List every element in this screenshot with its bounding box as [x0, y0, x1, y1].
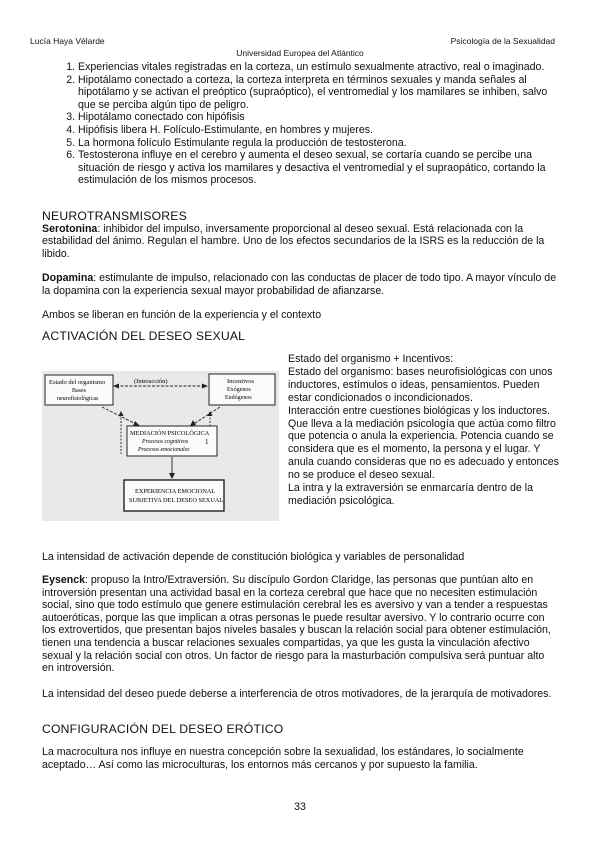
- term-eysenck: Eysenck: [42, 574, 85, 586]
- list-item: 6. Testosterona influye en el cerebro y aumenta el deseo sexual, se cortaría cuando se percibe una situación de riesgo y activa los mamilares y desactiva el ventromedial y el supraopático, cortando la estimulación de los mismos procesos.: [78, 149, 558, 187]
- steps-list: [42, 61, 558, 187]
- list-item: 3. Hipotálamo conectado con hipófisis: [78, 111, 558, 124]
- configuracion-section: [42, 723, 558, 736]
- explanation-line: Que lleva a la mediación psicología que actúa como filtro que potencia o anula la experiencia. Potencia cuando se considera que es el momento, la persona y el lugar. Y anula cuando consideras que no es adecuado y entonces no se produce el deseo sexual.: [288, 417, 559, 482]
- dopamina-block: [42, 272, 558, 297]
- paragraph-interferencia: La intensidad del deseo puede deberse a interferencia de otros motivadores, de la jerarquía de motivadores.: [42, 688, 552, 700]
- list-item: 5. La hormona folículo Estimulante regula la producción de testosterona.: [78, 137, 558, 150]
- ambos-block: [42, 309, 558, 322]
- section-heading-neurotransmisores: NEUROTRANSMISORES: [42, 209, 187, 223]
- section-heading-configuracion: CONFIGURACIÓN DEL DESEO ERÓTICO: [42, 722, 284, 736]
- box-incentivos-line1: Incentivos: [227, 378, 255, 385]
- box-incentivos-line2: Exógenos: [227, 387, 251, 393]
- paragraph-ambos: Ambos se liberan en función de la experiencia y el contexto: [42, 309, 322, 321]
- explanation-line: Interacción entre cuestiones biológicas y los inductores.: [288, 404, 551, 417]
- paragraph-dopamina: [42, 272, 558, 297]
- diagram-explanation: [288, 353, 560, 508]
- neurotransmisores-section: [42, 210, 558, 260]
- paragraph-eysenck: [42, 574, 558, 675]
- box-experiencia-line2: SUBJETIVA DEL DESEO SEXUAL: [129, 497, 224, 504]
- eysenck-block: [42, 574, 558, 675]
- steps-list-block: [42, 61, 558, 187]
- intensidad-block: [42, 551, 558, 564]
- dopamina-text: : estimulante de impulso, relacionado con las conductas de placer de todo tipo. A mayor vínculo de la dopamina con la experiencia sexual mayor probabilidad de afianzarse.: [42, 272, 557, 297]
- box-mediacion-line1: MEDIACIÓN PSICOLÓGICA: [130, 430, 210, 437]
- term-serotonina: Serotonina: [42, 222, 98, 235]
- activation-diagram: [42, 371, 279, 521]
- box-incentivos-line3: Endógenos: [225, 395, 252, 401]
- header-university: Universidad Europea del Atlántico: [236, 48, 364, 58]
- activation-diagram-svg: [42, 371, 279, 521]
- box-estado-line2: Bases: [72, 388, 86, 394]
- box-estado-line1: Estado del organismo: [49, 379, 106, 386]
- term-dopamina: Dopamina: [42, 272, 94, 284]
- activacion-heading-block: [42, 330, 558, 343]
- explanation-line: La intra y la extraversión se enmarcaría dentro de la mediación psicológica.: [288, 482, 533, 507]
- list-item: 1. Experiencias vitales registradas en la corteza, un estímulo sexualmente atractivo, real o imaginado.: [78, 61, 558, 74]
- paragraph-configuracion: La macrocultura nos influye en nuestra concepción sobre la sexualidad, los estándares, lo socialmente aceptado… Así como las microculturas, los entornos más cercanos y por supuesto la familia.: [42, 746, 524, 771]
- box-experiencia: [124, 480, 224, 511]
- eysenck-text: : propuso la Intro/Extraversión. Su discípulo Gordon Claridge, las personas que puntúan alto en introversión presentan una actividad basal en la corteza cerebral que hace que no necesiten estimulación social, sino que todo estímulo que genere estimulación cerebral les es aversivo y van a tender a respuestas autoeróticas, porque las que implican a otras personas le puede resultar aversivo. Y lo contrario ocurre con los extrovertidos, que presentan bajos niveles basales y buscan la relación social para obtener estimulación, tienen una tendencia a buscar relaciones sexuales compartidas, ya que les gusta la vinculación afectivo sexual y la relación social con otros. Un factor de riesgo para la masturbación compulsiva será puntuar alto en introversión.: [42, 574, 551, 675]
- explanation-line: Estado del organismo + Incentivos:: [288, 353, 454, 365]
- list-item: 2. Hipotálamo conectado a corteza, la corteza interpreta en términos sexuales y manda señales al hipotálamo y se activan el preóptico (supraóptico), el ventromedial y los mamilares se inhiben, salvo que se perciba algún tipo de peligro.: [78, 74, 558, 112]
- interaction-label: (Interacción): [134, 378, 168, 385]
- configuracion-text-block: [42, 746, 558, 771]
- section-heading-activacion: ACTIVACIÓN DEL DESEO SEXUAL: [42, 329, 246, 343]
- list-item: 4. Hipófisis libera H. Folículo-Estimulante, en hombres y mujeres.: [78, 124, 558, 137]
- box-experiencia-line1: EXPERIENCIA EMOCIONAL: [135, 488, 216, 495]
- interferencia-block: [42, 688, 558, 701]
- paragraph-serotonina: [42, 223, 558, 261]
- page-number: 33: [294, 801, 306, 813]
- header-author: Lucía Haya Vélarde: [30, 36, 105, 46]
- box-estado-line3: neurofisiológicas: [57, 396, 99, 402]
- explanation-line: Estado del organismo: bases neurofisiológicas con unos inductores, estímulos o ideas, pensamientos. Pueden estar condicionados o incondicionados.: [288, 365, 553, 404]
- box-mediacion-line3: Procesos emocionales: [138, 447, 190, 453]
- box-mediacion-line2: Procesos cognitivos: [142, 439, 189, 445]
- paragraph-intensidad: La intensidad de activación depende de constitución biológica y variables de personalidad: [42, 551, 465, 563]
- box-mediacion-number: 1: [205, 438, 209, 446]
- header-subject: Psicología de la Sexualidad: [450, 36, 555, 46]
- serotonina-text: : inhibidor del impulso, inversamente proporcional al deseo sexual. Está relacionada con la estabilidad del ánimo. Regulan el hambre. Uno de los efectos secundarios de la ISRS es la reducción de la libido.: [42, 222, 545, 260]
